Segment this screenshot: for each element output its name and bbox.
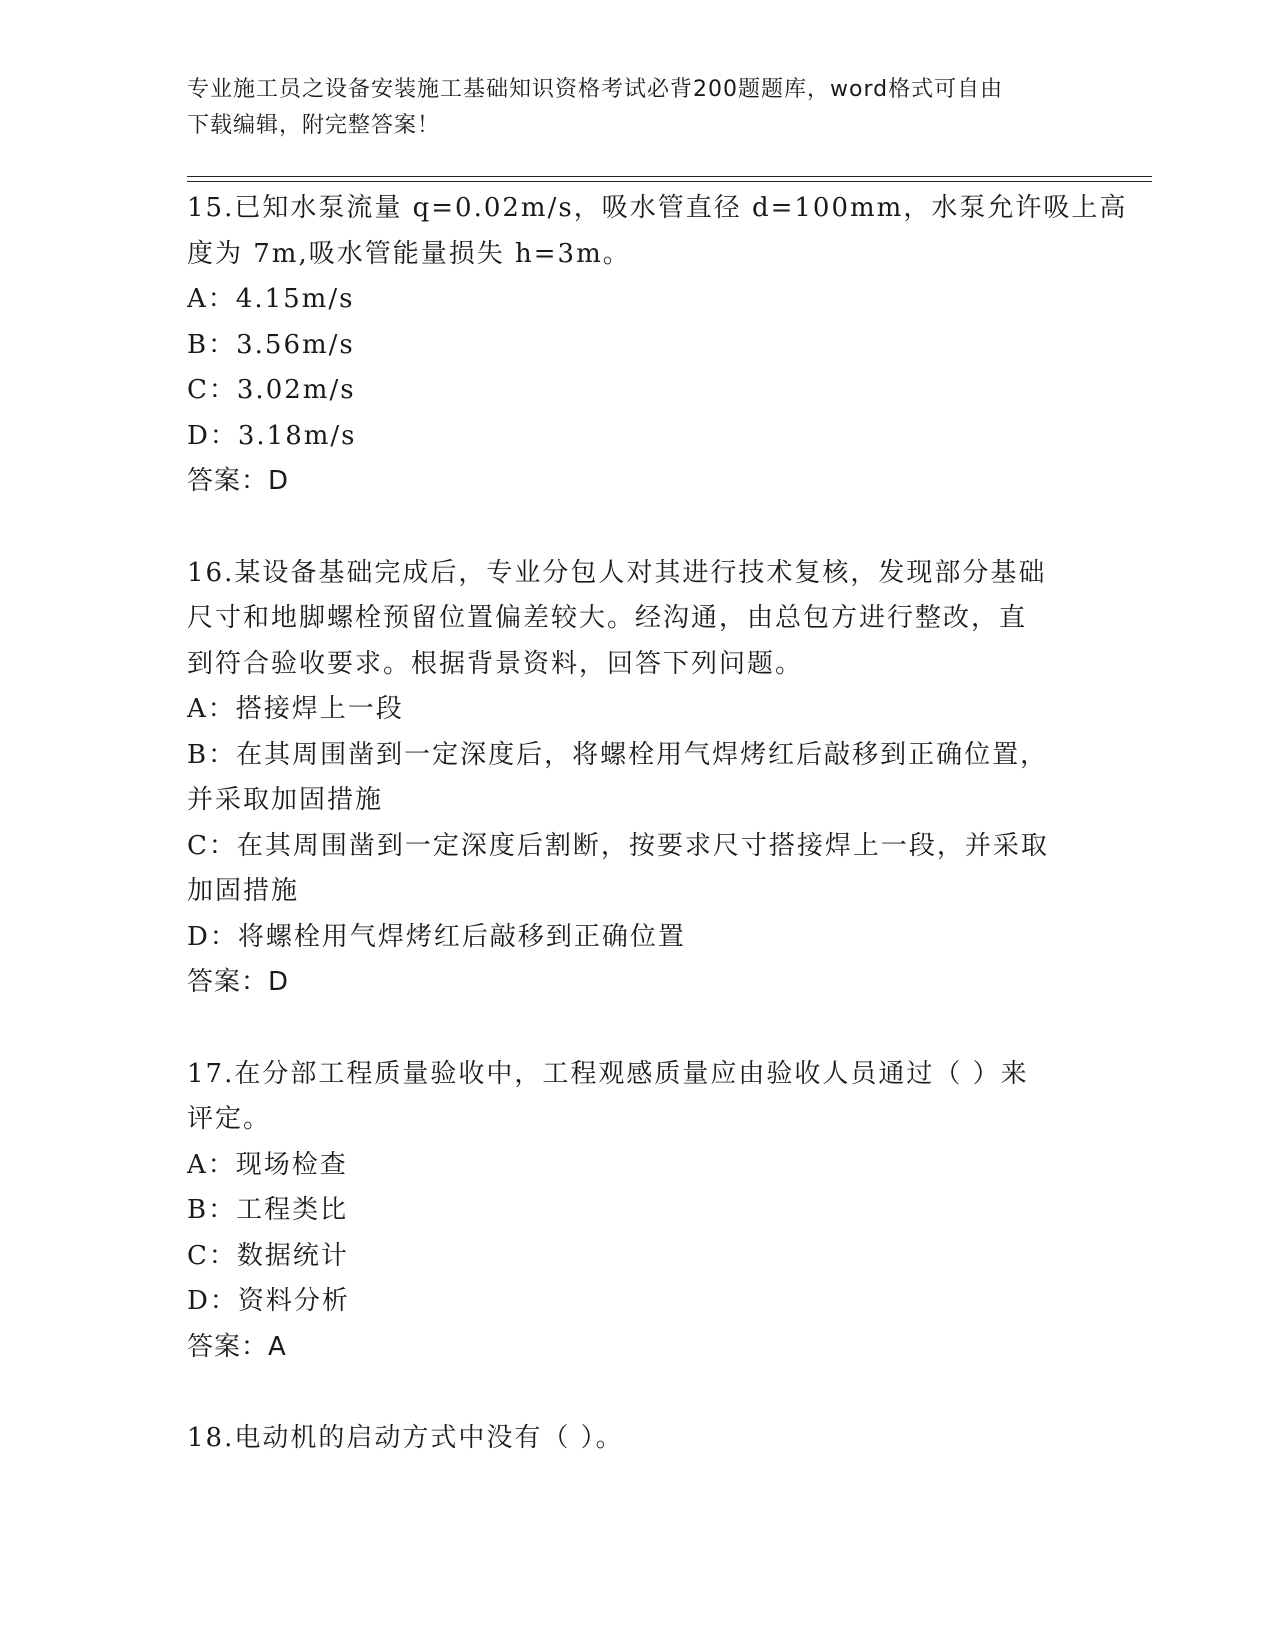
question-stem-line: 到符合验收要求。根据背景资料，回答下列问题。	[187, 648, 804, 679]
option-c: C：3.02m/s	[187, 375, 356, 405]
question-15	[187, 186, 1128, 505]
question-stem-line: 18.电动机的启动方式中没有（ ）。	[187, 1423, 624, 1453]
option-b: B：工程类比	[187, 1195, 349, 1225]
document-header	[187, 72, 1067, 144]
question-stem-line: 评定。	[187, 1104, 272, 1134]
question-spacer	[187, 1370, 1077, 1416]
question-17	[187, 1052, 1077, 1371]
question-spacer	[187, 505, 1077, 551]
question-list	[187, 186, 1128, 1462]
header-divider	[187, 181, 1152, 182]
option-d: D：将螺栓用气焊烤红后敲移到正确位置	[187, 921, 686, 952]
question-stem-line: 尺寸和地脚螺栓预留位置偏差较大。经沟通，由总包方进行整改，直	[187, 603, 1028, 633]
question-stem-line: 15.已知水泵流量 q=0.02m/s，吸水管直径 d=100mm，水泵允许吸上高	[187, 193, 1128, 223]
header-line: 下载编辑，附完整答案！	[187, 113, 441, 138]
option-a: A：搭接焊上一段	[187, 694, 404, 724]
option-c-continued: 加固措施	[187, 876, 300, 906]
option-c: C：在其周围凿到一定深度后割断，按要求尺寸搭接焊上一段，并采取	[187, 830, 1049, 861]
question-spacer	[187, 1006, 1077, 1052]
question-stem-line: 17.在分部工程质量验收中，工程观感质量应由验收人员通过（ ）来	[187, 1058, 1029, 1089]
question-stem-line: 度为 7m,吸水管能量损失 h=3m。	[187, 238, 631, 269]
header-divider	[187, 176, 1152, 177]
option-c: C：数据统计	[187, 1240, 349, 1271]
option-a: A：现场检查	[187, 1149, 348, 1180]
option-b: B：在其周围凿到一定深度后，将螺栓用气焊烤红后敲移到正确位置，	[187, 739, 1049, 770]
option-d: D：资料分析	[187, 1286, 350, 1316]
question-18	[187, 1416, 1077, 1462]
question-stem-line: 16.某设备基础完成后，专业分包人对其进行技术复核，发现部分基础	[187, 557, 1047, 588]
answer-line: 答案：D	[187, 967, 290, 997]
option-d: D：3.18m/s	[187, 420, 357, 451]
option-a: A：4.15m/s	[187, 284, 355, 314]
option-b: B：3.56m/s	[187, 329, 355, 360]
question-16	[187, 551, 1077, 1006]
answer-line: 答案：A	[187, 1331, 287, 1362]
option-b-continued: 并采取加固措施	[187, 785, 384, 815]
header-line: 专业施工员之设备安装施工基础知识资格考试必背200题题库，word格式可自由	[187, 77, 1004, 102]
answer-line: 答案：D	[187, 466, 290, 496]
